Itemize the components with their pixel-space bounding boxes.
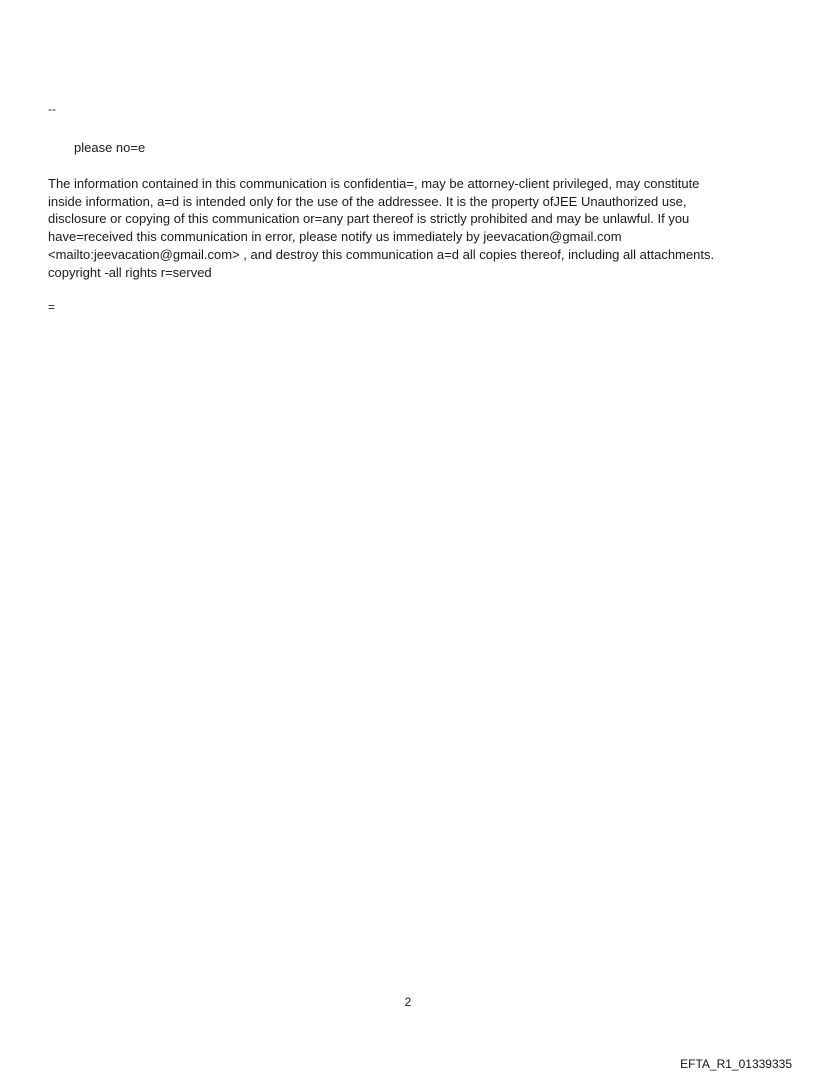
- document-id: EFTA_R1_01339335: [680, 1057, 792, 1071]
- disclaimer-line: inside information, a=d is intended only for the use of the addressee. It is the property ofJEE Unauthorized use,: [48, 193, 687, 209]
- page-number: 2: [404, 995, 412, 1009]
- disclaimer-line: disclosure or copying of this communication or=any part thereof is strictly prohibited and may be unlawful. If you: [48, 211, 690, 227]
- trailing-mark: =: [48, 300, 56, 314]
- confidentiality-disclaimer: [48, 175, 788, 281]
- disclaimer-line: have=received this communication in error, please notify us immediately by jeevacation@gmail.com: [48, 229, 622, 245]
- disclaimer-line: The information contained in this communication is confidentia=, may be attorney-client privileged, may constitute: [48, 176, 700, 191]
- separator-mark: --: [48, 102, 56, 116]
- disclaimer-line: copyright -all rights r=served: [48, 264, 212, 280]
- note-line: please no=e: [74, 140, 146, 155]
- disclaimer-line: <mailto:jeevacation@gmail.com> , and destroy this communication a=d all copies thereof, including all attachments.: [48, 246, 715, 262]
